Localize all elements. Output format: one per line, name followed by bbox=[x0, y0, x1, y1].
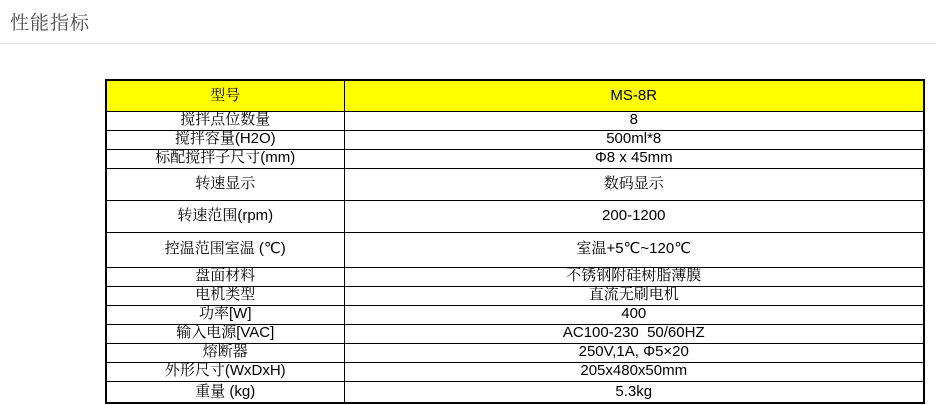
spec-label-cell: 转速范围(rpm) bbox=[106, 200, 344, 232]
spec-table bbox=[105, 79, 925, 404]
table-row bbox=[106, 200, 924, 232]
spec-value-cell: 直流无刷电机 bbox=[344, 286, 924, 305]
spec-header-value: MS-8R bbox=[344, 80, 924, 111]
spec-label-cell: 控温范围室温 (℃) bbox=[106, 232, 344, 267]
table-row bbox=[106, 232, 924, 267]
table-row bbox=[106, 130, 924, 149]
table-row bbox=[106, 343, 924, 362]
spec-value-cell: 205x480x50mm bbox=[344, 362, 924, 381]
table-row bbox=[106, 267, 924, 286]
spec-label-cell: 搅拌容量(H2O) bbox=[106, 130, 344, 149]
table-row bbox=[106, 362, 924, 381]
section-header bbox=[0, 0, 936, 44]
spec-label-cell: 外形尺寸(WxDxH) bbox=[106, 362, 344, 381]
spec-label-cell: 盘面材料 bbox=[106, 267, 344, 286]
spec-label-cell: 搅拌点位数量 bbox=[106, 111, 344, 130]
spec-label-cell: 熔断器 bbox=[106, 343, 344, 362]
spec-label-cell: 功率[W] bbox=[106, 305, 344, 324]
spec-label-cell: 转速显示 bbox=[106, 168, 344, 200]
spec-header-label: 型号 bbox=[106, 80, 344, 111]
table-row bbox=[106, 305, 924, 324]
spec-value-cell: 数码显示 bbox=[344, 168, 924, 200]
spec-value-cell: 5.3kg bbox=[344, 381, 924, 403]
spec-label-cell: 输入电源[VAC] bbox=[106, 324, 344, 343]
spec-label-cell: 电机类型 bbox=[106, 286, 344, 305]
spec-value-cell: 不锈钢附硅树脂薄膜 bbox=[344, 267, 924, 286]
spec-value-cell: AC100-230 50/60HZ bbox=[344, 324, 924, 343]
table-row bbox=[106, 149, 924, 168]
table-row bbox=[106, 381, 924, 403]
spec-value-cell: 室温+5℃~120℃ bbox=[344, 232, 924, 267]
spec-label-cell: 标配搅拌子尺寸(mm) bbox=[106, 149, 344, 168]
spec-header-row bbox=[106, 80, 924, 111]
section-title: 性能指标 bbox=[10, 13, 91, 34]
spec-label-cell: 重量 (kg) bbox=[106, 381, 344, 403]
table-row bbox=[106, 286, 924, 305]
spec-value-cell: 8 bbox=[344, 111, 924, 130]
spec-value-cell: Φ8 x 45mm bbox=[344, 149, 924, 168]
spec-value-cell: 400 bbox=[344, 305, 924, 324]
table-row bbox=[106, 324, 924, 343]
spec-value-cell: 500ml*8 bbox=[344, 130, 924, 149]
spec-value-cell: 250V,1A, Φ5×20 bbox=[344, 343, 924, 362]
table-row bbox=[106, 111, 924, 130]
spec-value-cell: 200-1200 bbox=[344, 200, 924, 232]
table-row bbox=[106, 168, 924, 200]
